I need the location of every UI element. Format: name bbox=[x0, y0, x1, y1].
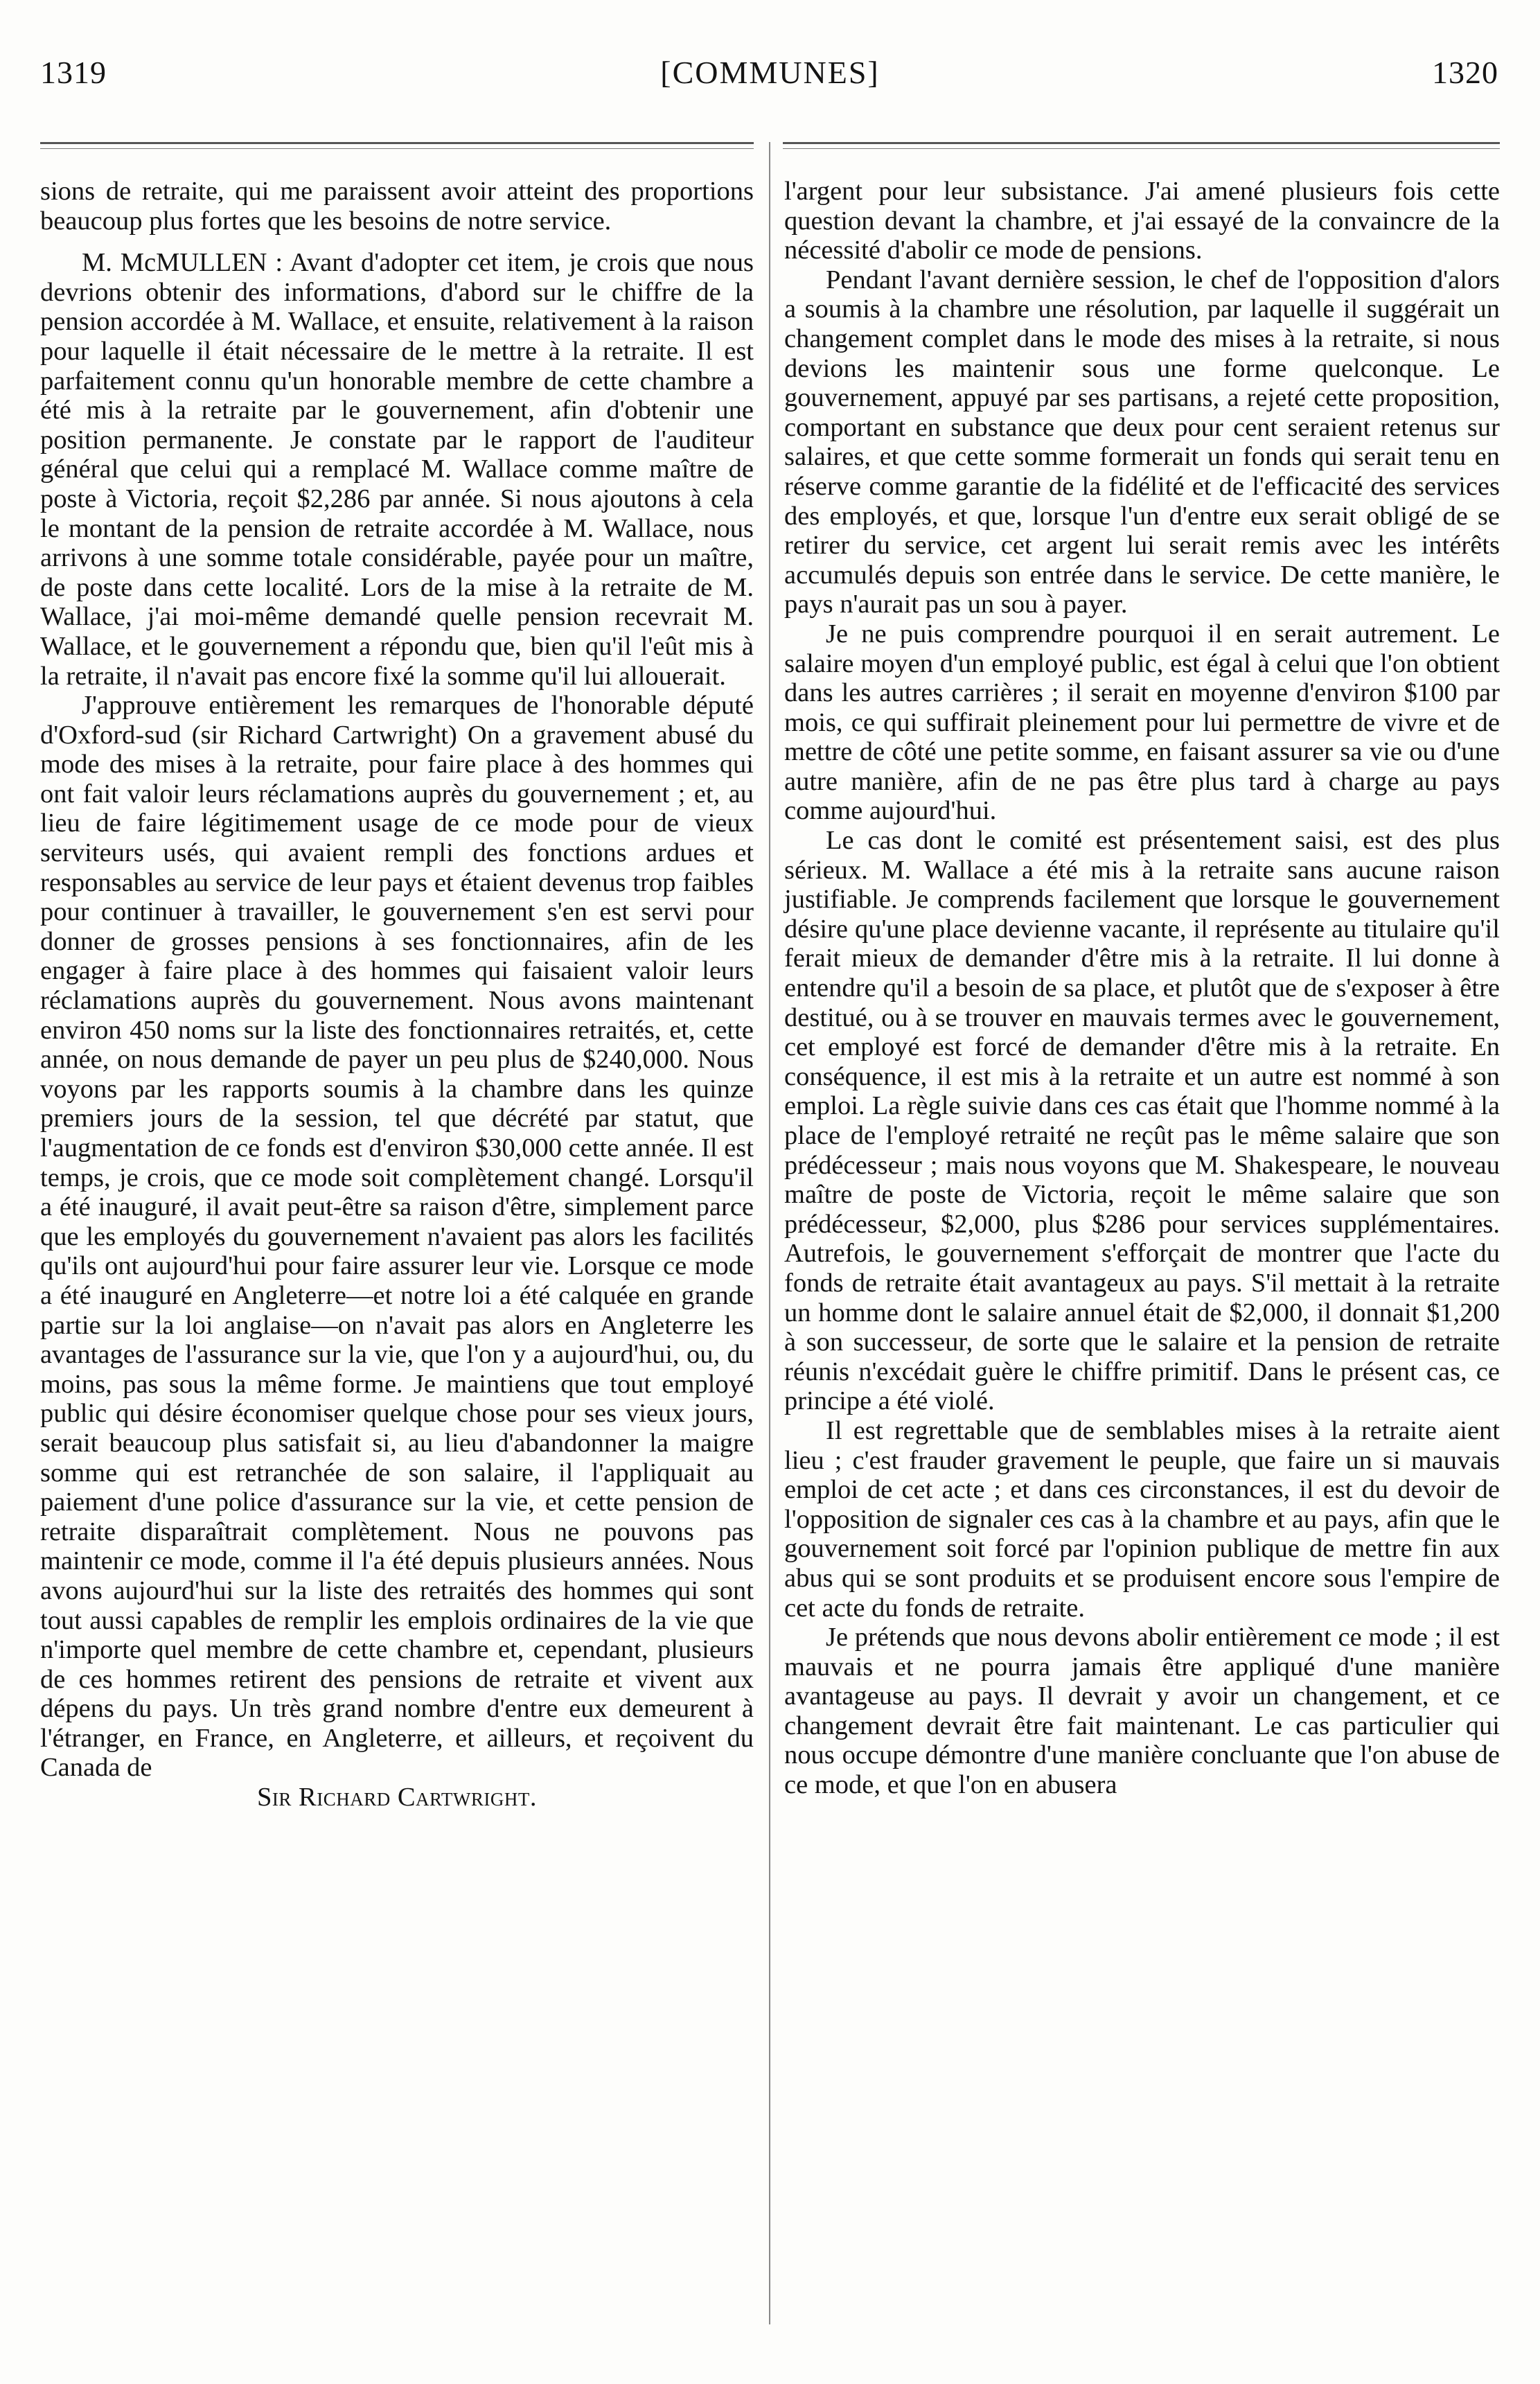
left-column bbox=[40, 177, 754, 1812]
paragraph: Pendant l'avant dernière session, le chef de l'opposition d'alors a soumis à la chambre une résolution, par laquelle il suggérait un changement complet dans le mode des mises à la retraite, si nous devions les maintenir sous une forme quelconque. Le gouvernement, appuyé par ses partisans, a rejeté cette proposition, comportant en substance que deux pour cent seraient retenus sur salaires, et que cette somme formerait un fonds qui serait tenu en réserve comme garantie de la fidélité et de l'efficacité des services des employés, et que, lorsque l'un d'entre eux serait obligé de se retirer du service, cet argent lui serait remis avec les intérêts accumulés depuis son entrée dans le service. De cette manière, le pays n'aurait pas un sou à payer. bbox=[784, 265, 1500, 619]
paragraph: sions de retraite, qui me paraissent avoir atteint des proportions beaucoup plus fortes que les besoins de notre service. bbox=[40, 177, 754, 236]
paragraph: l'argent pour leur subsistance. J'ai amené plusieurs fois cette question devant la chambre, et j'ai essayé de la convaincre de la nécessité d'abolir ce mode de pensions. bbox=[784, 177, 1500, 265]
running-head: [COMMUNES] bbox=[660, 55, 880, 90]
header-rule-right-thin bbox=[783, 148, 1500, 149]
paragraph: J'approuve entièrement les remarques de l'honorable député d'Oxford-sud (sir Richard Cartwright) On a gravement abusé du mode des mises à la retraite, pour faire place à des hommes qui ont fait valoir leurs réclamations auprès du gouvernement ; et, au lieu de faire légitimement usage de ce mode pour de vieux serviteurs usés, qui avaient rempli des fonctions ardues et responsables au service de leur pays et étaient devenus trop faibles pour continuer à travailler, le gouvernement s'en est servi pour donner de grosses pensions à ses fonctionnaires, afin de les engager à faire place à des hommes qui faisaient valoir leurs réclamations auprès du gouvernement. Nous avons maintenant environ 450 noms sur la liste des fonctionnaires retraités, et, cette année, on nous demande de payer un peu plus de $240,000. Nous voyons par les rapports soumis à la chambre dans les quinze premiers jours de la session, tel que décrété par statut, que l'augmentation de ce fonds est d'environ $30,000 cette année. Il est temps, je crois, que ce mode soit complètement changé. Lorsqu'il a été inauguré, il avait peut-être sa raison d'être, simplement parce que les employés du gouvernement n'avaient pas alors les facilités qu'ils ont aujourd'hui pour faire assurer leur vie. Lorsque ce mode a été inauguré en Angleterre—et notre loi a été calquée en grande partie sur la loi anglaise—on n'avait pas alors en Angleterre les avantages de l'assurance sur la vie, que l'on y a aujourd'hui, ou, du moins, pas sous la même forme. Je maintiens que tout employé public qui désire économiser quelque chose pour ses vieux jours, serait beaucoup plus satisfait si, au lieu d'abandonner la maigre somme qui est retranchée de son salaire, il l'appliquait au paiement d'une police d'assurance sur la vie, et cette pension de retraite disparaîtrait complètement. Nous ne pouvons pas maintenir ce mode, comme il l'a été depuis plusieurs années. Nous avons aujourd'hui sur la liste des retraités des hommes qui sont tout aussi capables de remplir les emplois ordinaires de la vie que n'importe quel membre de cette chambre et, cependant, plusieurs de ces hommes retirent des pensions de retraite et vivent aux dépens du pays. Un très grand nombre d'entre eux demeurent à l'étranger, en France, en Angleterre, et ailleurs, et reçoivent du Canada de bbox=[40, 691, 754, 1783]
paragraph: Je ne puis comprendre pourquoi il en serait autrement. Le salaire moyen d'un employé public, est égal à celui que l'on obtient dans les autres carrières ; il serait en moyenne d'environ $100 par mois, ce qui suffirait pleinement pour lui permettre de vivre et de mettre de côté une petite somme, en faisant assurer sa vie ou d'une autre manière, afin de ne pas être plus tard à charge au pays comme aujourd'hui. bbox=[784, 619, 1500, 826]
header-rule-left-thin bbox=[40, 148, 754, 149]
paragraph: M. McMULLEN : Avant d'adopter cet item, je crois que nous devrions obtenir des informations, d'abord sur le chiffre de la pension accordée à M. Wallace, et ensuite, relativement à la raison pour laquelle il était nécessaire de le mettre à la retraite. Il est parfaitement connu qu'un honorable membre de cette chambre a été mis à la retraite par le gouvernement, afin d'obtenir une position permanente. Je constate par le rapport de l'auditeur général que celui qui a remplacé M. Wallace comme maître de poste à Victoria, reçoit $2,286 par année. Si nous ajoutons à cela le montant de la pension de retraite accordée à M. Wallace, nous arrivons à une somme totale considérable, payée pour un maître, de poste dans cette localité. Lors de la mise à la retraite de M. Wallace, j'ai moi-même demandé quelle pension recevrait M. Wallace, et le gouvernement a répondu que, bien qu'il l'eût mis à la retraite, il n'avait pas encore fixé la somme qu'il lui allouerait. bbox=[40, 248, 754, 691]
page-number-right: 1320 bbox=[1432, 55, 1498, 90]
right-column bbox=[784, 177, 1500, 1800]
column-divider bbox=[769, 142, 770, 2324]
page-header bbox=[0, 0, 1540, 132]
speaker-signature: Sir Richard Cartwright. bbox=[256, 1783, 537, 1812]
page-number-left: 1319 bbox=[40, 55, 107, 90]
header-rule-left bbox=[40, 142, 754, 144]
paragraph: Le cas dont le comité est présentement saisi, est des plus sérieux. M. Wallace a été mis à la retraite sans aucune raison justifiable. Je comprends facilement que lorsque le gouvernement désire qu'une place devienne vacante, il représente au titulaire qu'il ferait mieux de demander d'être mis à la retraite. Il lui donne à entendre qu'il a besoin de sa place, et plutôt que de s'exposer à être destitué, ou à se trouver en mauvais termes avec le gouvernement, cet employé est forcé de demander d'être mis à la retraite. En conséquence, il est mis à la retraite et un autre est nommé à son emploi. La règle suivie dans ces cas était que l'homme nommé à la place de l'employé retraité ne reçût pas le même salaire que son prédécesseur ; mais nous voyons que M. Shakespeare, le nouveau maître de poste de Victoria, reçoit le même salaire que son prédécesseur, $2,000, plus $286 pour services supplémentaires. Autrefois, le gouvernement s'efforçait de montrer que l'acte du fonds de retraite était avantageux au pays. S'il mettait à la retraite un homme dont le salaire annuel était de $2,000, il donnait $1,200 à son successeur, de sorte que le salaire et la pension de retraite réunis n'excédait guère le chiffre primitif. Dans le présent cas, ce principe a été violé. bbox=[784, 826, 1500, 1416]
paragraph: Il est regrettable que de semblables mises à la retraite aient lieu ; c'est frauder gravement le peuple, que faire un si mauvais emploi de cet acte ; et dans ces circonstances, il est du devoir de l'opposition de signaler ces cas à la chambre et au pays, afin que le gouvernement soit forcé par l'opinion publique de mettre fin aux abus qui se sont produits et se produisent encore sous l'empire de cet acte du fonds de retraite. bbox=[784, 1415, 1500, 1623]
header-rule-right bbox=[783, 142, 1500, 144]
paragraph: Je prétends que nous devons abolir entièrement ce mode ; il est mauvais et ne pourra jamais être appliqué d'une manière avantageuse au pays. Il devrait y avoir un changement, et ce changement devrait être fait maintenant. Le cas particulier qui nous occupe démontre d'une manière concluante que l'on abuse de ce mode, et que l'on en abusera bbox=[784, 1623, 1500, 1800]
